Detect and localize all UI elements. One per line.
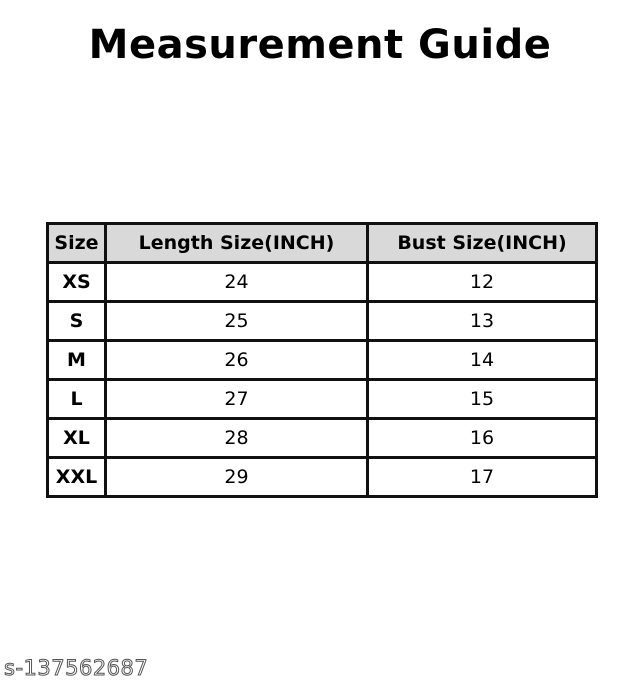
- length-cell: 28: [106, 419, 368, 458]
- header-size: Size: [48, 224, 106, 263]
- bust-cell: 14: [368, 341, 597, 380]
- table-row: [48, 380, 597, 419]
- table-row: [48, 341, 597, 380]
- table-row: [48, 302, 597, 341]
- bust-cell: 15: [368, 380, 597, 419]
- size-cell: L: [48, 380, 106, 419]
- bust-cell: 12: [368, 263, 597, 302]
- bust-cell: 13: [368, 302, 597, 341]
- length-cell: 29: [106, 458, 368, 497]
- size-cell: XS: [48, 263, 106, 302]
- length-cell: 26: [106, 341, 368, 380]
- header-bust: Bust Size(INCH): [368, 224, 597, 263]
- size-cell: XXL: [48, 458, 106, 497]
- size-cell: XL: [48, 419, 106, 458]
- page-title: Measurement Guide: [88, 22, 552, 68]
- bust-cell: 17: [368, 458, 597, 497]
- table-row: [48, 419, 597, 458]
- measurement-table: [46, 222, 598, 498]
- header-length: Length Size(INCH): [106, 224, 368, 263]
- table-row: [48, 458, 597, 497]
- table-row: [48, 263, 597, 302]
- table-header-row: [48, 224, 597, 263]
- bust-cell: 16: [368, 419, 597, 458]
- length-cell: 24: [106, 263, 368, 302]
- watermark: s-137562687: [4, 656, 149, 680]
- size-cell: S: [48, 302, 106, 341]
- length-cell: 27: [106, 380, 368, 419]
- size-cell: M: [48, 341, 106, 380]
- length-cell: 25: [106, 302, 368, 341]
